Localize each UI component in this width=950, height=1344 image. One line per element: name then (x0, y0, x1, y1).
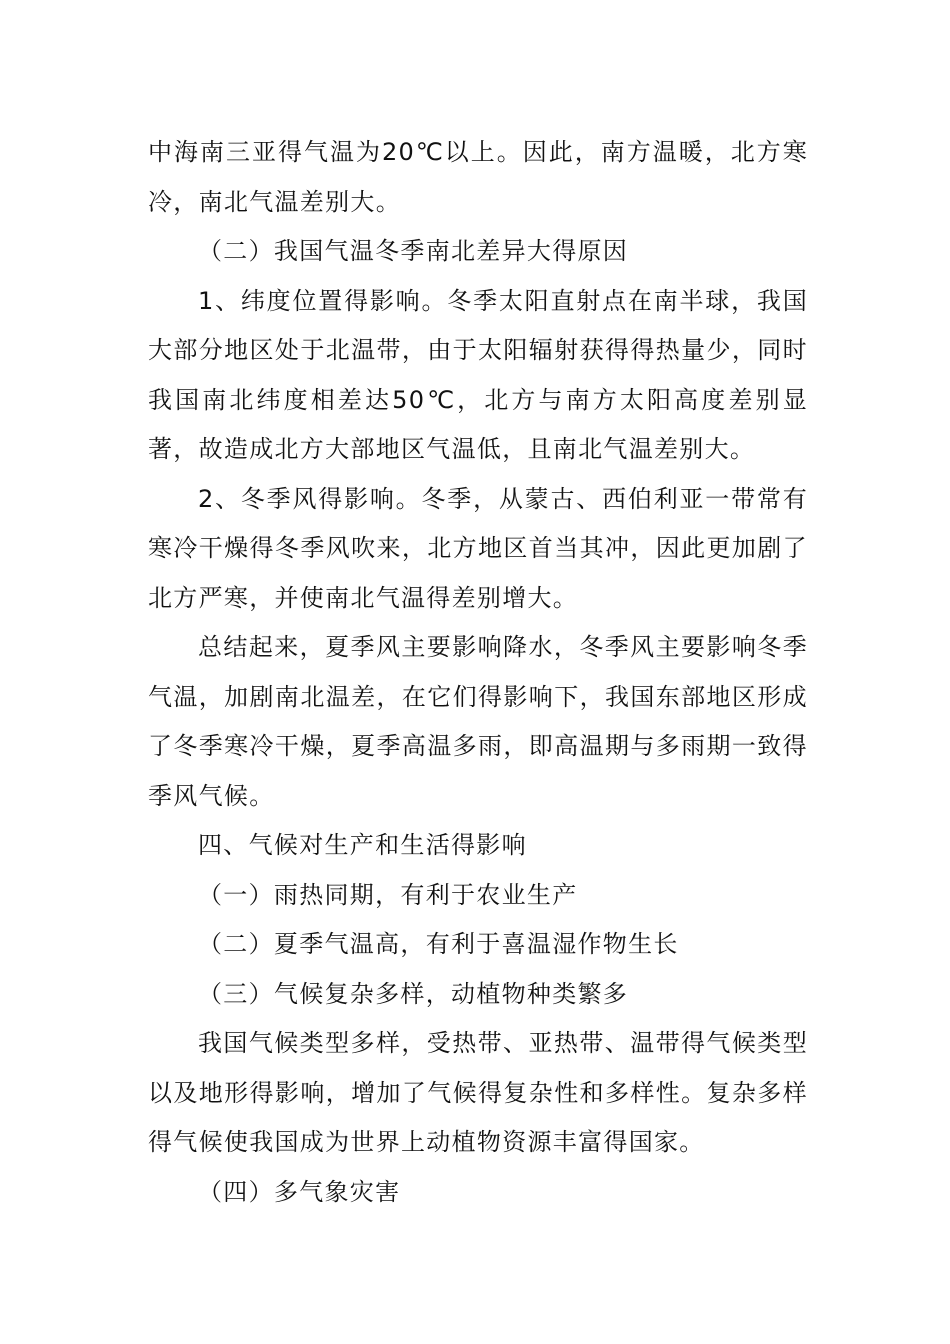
paragraph-continuation: 中海南三亚得气温为20℃以上。因此，南方温暖，北方寒冷，南北气温差别大。 (148, 138, 808, 216)
paragraph-summary: 总结起来，夏季风主要影响降水，冬季风主要影响冬季气温，加剧南北温差，在它们得影响下，我国东部地区形成了冬季寒冷干燥，夏季高温多雨，即高温期与多雨期一致得季风气候。 (148, 633, 808, 810)
subheading-summer-temperature: （二）夏季气温高，有利于喜温湿作物生长 (198, 930, 679, 958)
subheading-diverse-climate: （三）气候复杂多样，动植物种类繁多 (198, 979, 629, 1008)
paragraph-biodiversity: 我国气候类型多样，受热带、亚热带、温带得气候类型以及地形得影响，增加了气候得复杂性和多样性。复杂多样得气候使我国成为世界上动植物资源丰富得国家。 (148, 1029, 808, 1156)
section-heading-impact: 四、气候对生产和生活得影响 (198, 831, 527, 859)
paragraph-latitude: 1、纬度位置得影响。冬季太阳直射点在南半球，我国大部分地区处于北温带，由于太阳辐射获得得热量少，同时我国南北纬度相差达50℃，北方与南方太阳高度差别显著，故造成北方大部地区气温低，且南北气温差别大。 (148, 286, 808, 463)
subheading-rain-heat: （一）雨热同期，有利于农业生产 (198, 880, 578, 909)
section-heading-reasons: （二）我国气温冬季南北差异大得原因 (198, 237, 629, 265)
paragraph-winter-monsoon: 2、冬季风得影响。冬季，从蒙古、西伯利亚一带常有寒冷干燥得冬季风吹来，北方地区首当其冲，因此更加剧了北方严寒，并使南北气温得差别增大。 (148, 484, 808, 612)
document-body (148, 128, 808, 1217)
subheading-weather-disasters: （四）多气象灾害 (198, 1177, 401, 1206)
